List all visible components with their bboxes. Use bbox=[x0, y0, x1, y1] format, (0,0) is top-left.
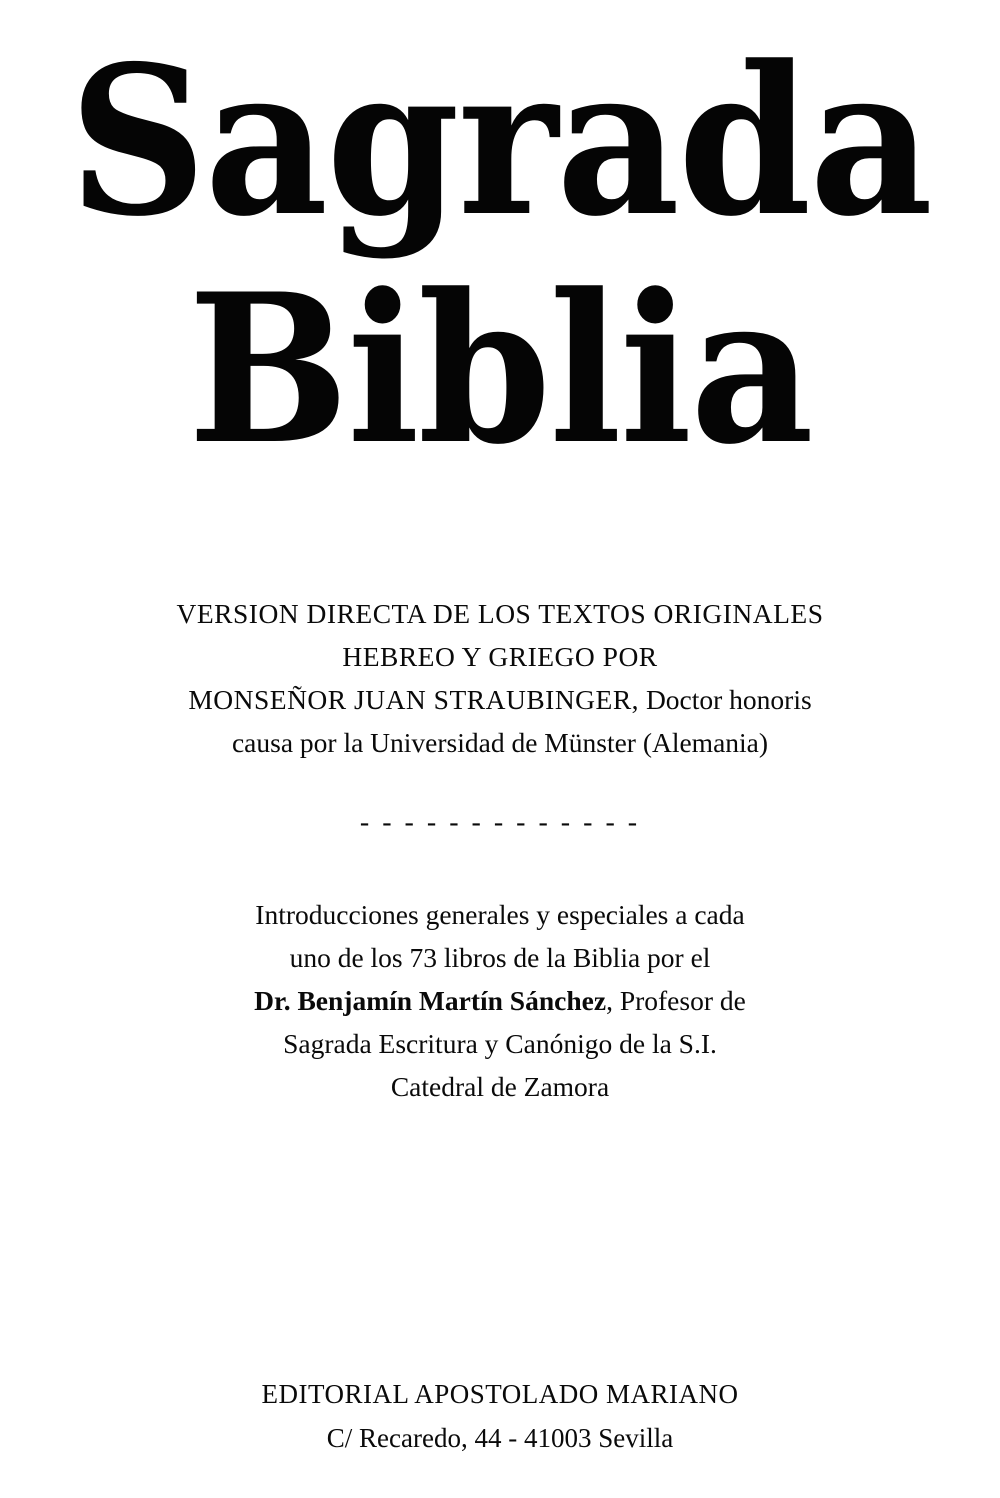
intro-line-3 bbox=[0, 979, 1000, 1022]
introductions-credits bbox=[0, 893, 1000, 1108]
translation-line-4: causa por la Universidad de Münster (Alemania) bbox=[231, 727, 769, 758]
author-title: , Profesor de bbox=[606, 985, 746, 1016]
publisher-info bbox=[0, 1372, 1000, 1460]
intro-line-4: Sagrada Escritura y Canónigo de la S.I. bbox=[283, 1028, 717, 1059]
dashed-separator: - - - - - - - - - - - - - bbox=[359, 807, 641, 838]
translation-line-1: VERSION DIRECTA DE LOS TEXTOS ORIGINALES bbox=[176, 598, 824, 629]
intro-line-1: Introducciones generales y especiales a cada bbox=[255, 899, 745, 930]
author-name: Dr. Benjamín Martín Sánchez bbox=[254, 985, 607, 1016]
translator-title: Doctor honoris bbox=[639, 684, 812, 715]
translator-name: MONSEÑOR JUAN STRAUBINGER, bbox=[188, 684, 640, 715]
translation-line-3 bbox=[0, 678, 1000, 721]
intro-line-5: Catedral de Zamora bbox=[390, 1071, 610, 1102]
title-sagrada: Sagrada bbox=[68, 22, 932, 262]
publisher-address: C/ Recaredo, 44 - 41003 Sevilla bbox=[326, 1423, 674, 1453]
publisher-name: EDITORIAL APOSTOLADO MARIANO bbox=[261, 1379, 739, 1409]
translation-line-2: HEBREO Y GRIEGO POR bbox=[342, 641, 658, 672]
translation-credits bbox=[0, 592, 1000, 764]
intro-line-2: uno de los 73 libros de la Biblia por el bbox=[289, 942, 711, 973]
title-biblia: Biblia bbox=[187, 250, 813, 490]
